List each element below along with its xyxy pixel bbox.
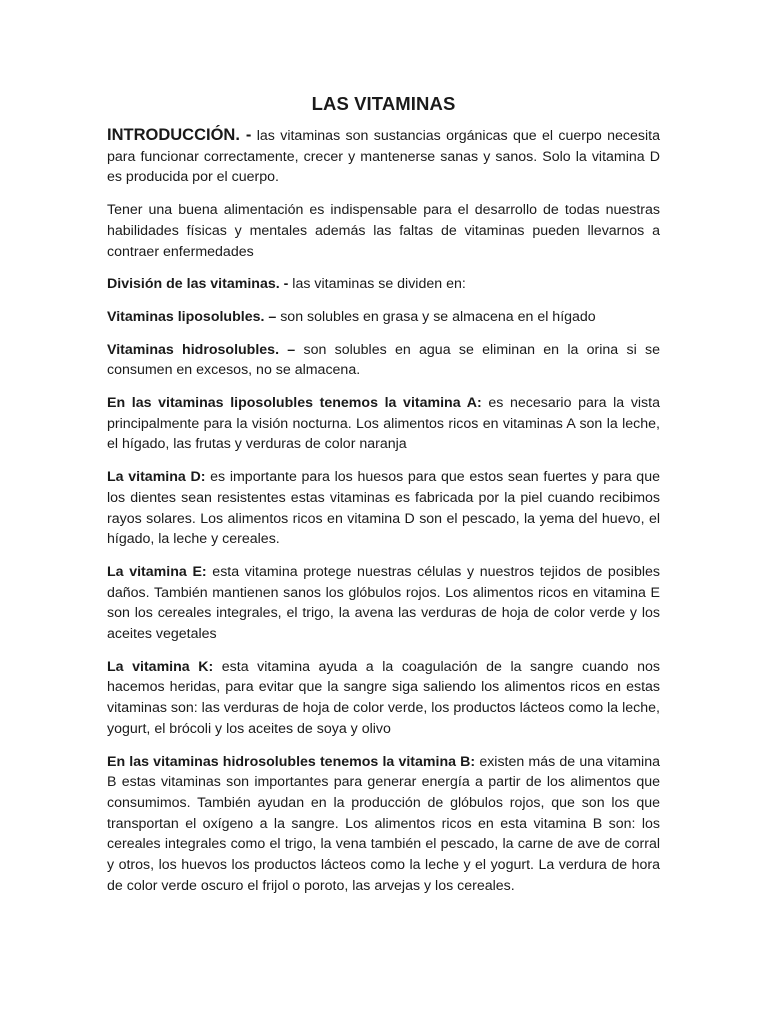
paragraph-division (107, 274, 660, 295)
paragraph-lead: La vitamina E: (107, 563, 207, 580)
paragraph-lead: INTRODUCCIÓN. - (107, 126, 252, 144)
paragraph-lead: En las vitaminas hidrosolubles tenemos la vitamina B: (107, 753, 476, 770)
paragraph-introduccion (107, 125, 660, 188)
paragraph-lead: Vitaminas hidrosolubles. – (107, 341, 296, 358)
paragraph-lead: En las vitaminas liposolubles tenemos la vitamina A: (107, 395, 482, 412)
paragraph-text: las vitaminas se dividen en: (288, 276, 466, 293)
paragraph-lead: La vitamina K: (107, 658, 214, 675)
document-title: LAS VITAMINAS (311, 93, 456, 114)
paragraph-text: es importante para los huesos para que estos sean fuertes y para que los dientes sean resistentes estas vitaminas es fabricada por la piel cuando recibimos rayos solares. Los alimentos ricos en vitamina D son el pescado, la yema del huevo, el hígado, la leche y cereales. (107, 469, 660, 548)
paragraph-text: Tener una buena alimentación es indispensable para el desarrollo de todas nuestras habilidades físicas y mentales además las faltas de vitaminas pueden llevarnos a contraer enfermedades (107, 202, 660, 260)
paragraph-lead: Vitaminas liposolubles. – (107, 308, 277, 325)
paragraph-alimentacion (107, 200, 660, 262)
paragraph-vitamina-a (107, 393, 660, 455)
paragraph-liposolubles (107, 307, 660, 328)
paragraph-vitamina-d (107, 467, 660, 550)
document-page (107, 0, 660, 909)
paragraph-vitamina-e (107, 562, 660, 645)
paragraph-text: las vitaminas son sustancias orgánicas que el cuerpo necesita para funcionar correctamente, crecer y mantenerse sanas y sanos. Solo la vitamina D es producida por el cuerpo. (107, 128, 660, 186)
paragraph-text: esta vitamina protege nuestras células y nuestros tejidos de posibles daños. También mantienen sanos los glóbulos rojos. Los alimentos ricos en vitamina E son los cereales integrales, el trigo, la avena las verduras de hoja de color verde y los aceites vegetales (107, 563, 660, 643)
paragraph-vitamina-k (107, 657, 660, 740)
paragraph-lead: División de las vitaminas. - (107, 276, 289, 293)
paragraph-vitamina-b (107, 752, 660, 897)
paragraph-text: son solubles en grasa y se almacena en el hígado (276, 308, 596, 325)
paragraph-text: esta vitamina ayuda a la coagulación de la sangre cuando nos hacemos heridas, para evitar que la sangre siga saliendo los alimentos ricos en estas vitaminas son: las verduras de hoja de color verde, los productos lácteos como la leche, yogurt, el brócoli y los aceites de soya y olivo (107, 658, 660, 737)
paragraph-lead: La vitamina D: (107, 469, 206, 486)
paragraph-text: son solubles en agua se eliminan en la orina si se consumen en excesos, no se almacena. (107, 341, 660, 379)
paragraph-text: existen más de una vitamina B estas vitaminas son importantes para generar energía a partir de los alimentos que consumimos. También ayudan en la producción de glóbulos rojos, que son los que transportan el oxígeno a la sangre. Los alimentos ricos en esta vitamina B son: los cereales integrales como el trigo, la vena también el pescado, la carne de ave de corral y otros, los huevos los productos lácteos como la leche y el yogurt. La verdura de hora de color verde oscuro el frijol o poroto, las arvejas y los cereales. (107, 753, 660, 894)
paragraph-text: es necesario para la vista principalmente para la visión nocturna. Los alimentos ricos en vitaminas A son la leche, el hígado, las frutas y verduras de color naranja (107, 395, 660, 453)
paragraph-hidrosolubles (107, 340, 660, 381)
